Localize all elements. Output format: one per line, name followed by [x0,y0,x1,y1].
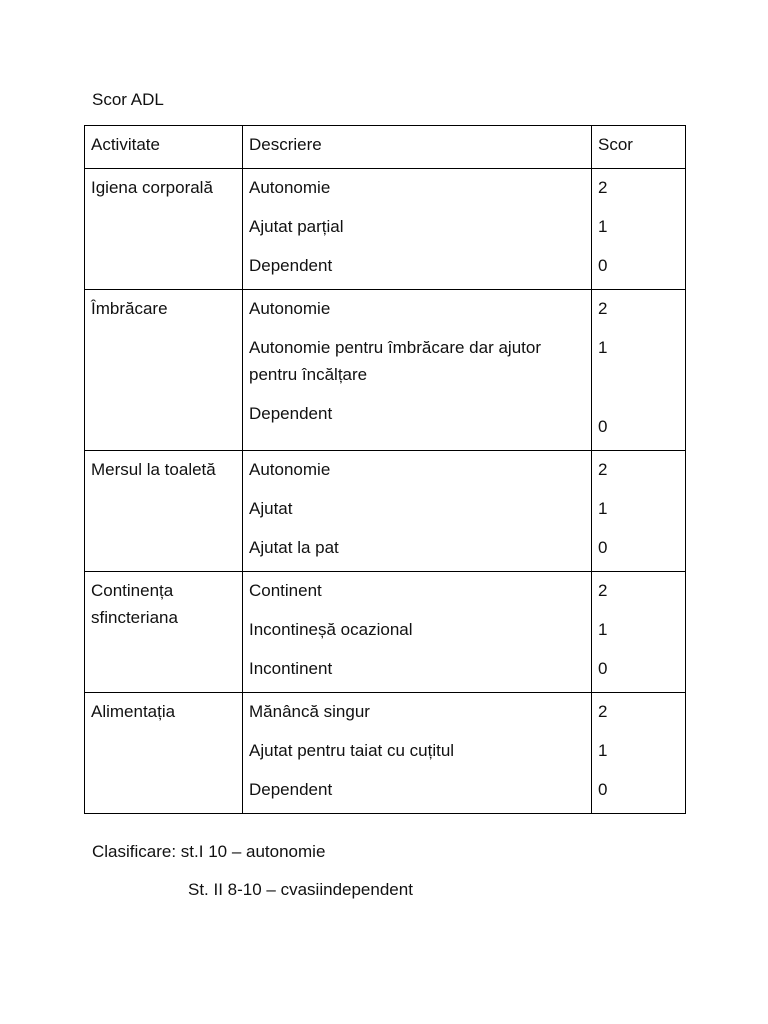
description-item: Autonomie pentru îmbrăcare dar ajutor pentru încălțare [249,338,541,384]
classification-line-2: St. II 8-10 – cvasiindependent [188,880,413,899]
description-item: Dependent [249,404,333,423]
table-row [85,290,686,451]
description-item: Incontinent [249,659,333,678]
adl-score-table [84,125,686,814]
score-value: 0 [598,659,608,678]
score-value: 1 [598,338,608,357]
score-value: 0 [598,538,608,557]
score-cell [592,169,686,290]
score-cell [592,451,686,572]
score-value: 0 [598,417,608,436]
classification-note [92,839,413,903]
score-value: 2 [598,460,608,479]
description-cell [243,290,592,451]
description-item: Ajutat parțial [249,217,344,236]
header-score: Scor [592,126,686,169]
score-value: 2 [598,178,608,197]
description-item: Continent [249,581,322,600]
score-cell [592,572,686,693]
activity-cell: Continența sfincteriana [85,572,243,693]
description-item: Autonomie [249,460,331,479]
description-item: Ajutat [249,499,293,518]
activity-cell: Igiena corporală [85,169,243,290]
score-value: 2 [598,581,608,600]
activity-cell: Alimentația [85,693,243,814]
score-value: 0 [598,256,608,275]
classification-line-1: Clasificare: st.I 10 – autonomie [92,842,326,861]
description-cell [243,572,592,693]
score-value: 1 [598,499,608,518]
score-value: 1 [598,620,608,639]
table-row [85,451,686,572]
description-item: Autonomie [249,178,331,197]
score-value: 2 [598,702,608,721]
description-item: Autonomie [249,299,331,318]
description-item: Ajutat la pat [249,538,339,557]
description-item: Mănâncă singur [249,702,370,721]
description-item: Dependent [249,256,333,275]
score-cell [592,693,686,814]
table-row [85,693,686,814]
score-value: 2 [598,299,608,318]
score-value: 0 [598,780,608,799]
score-cell [592,290,686,451]
description-cell [243,169,592,290]
header-activity: Activitate [85,126,243,169]
score-value: 1 [598,217,608,236]
table-header-row [85,126,686,169]
header-description: Descriere [243,126,592,169]
activity-cell: Îmbrăcare [85,290,243,451]
description-item: Incontineșă ocazional [249,620,413,639]
page-title: Scor ADL [92,90,164,109]
table-row [85,169,686,290]
description-cell [243,451,592,572]
description-item: Ajutat pentru taiat cu cuțitul [249,741,455,760]
description-item: Dependent [249,780,333,799]
score-value: 1 [598,741,608,760]
table-row [85,572,686,693]
activity-cell: Mersul la toaletă [85,451,243,572]
description-cell [243,693,592,814]
